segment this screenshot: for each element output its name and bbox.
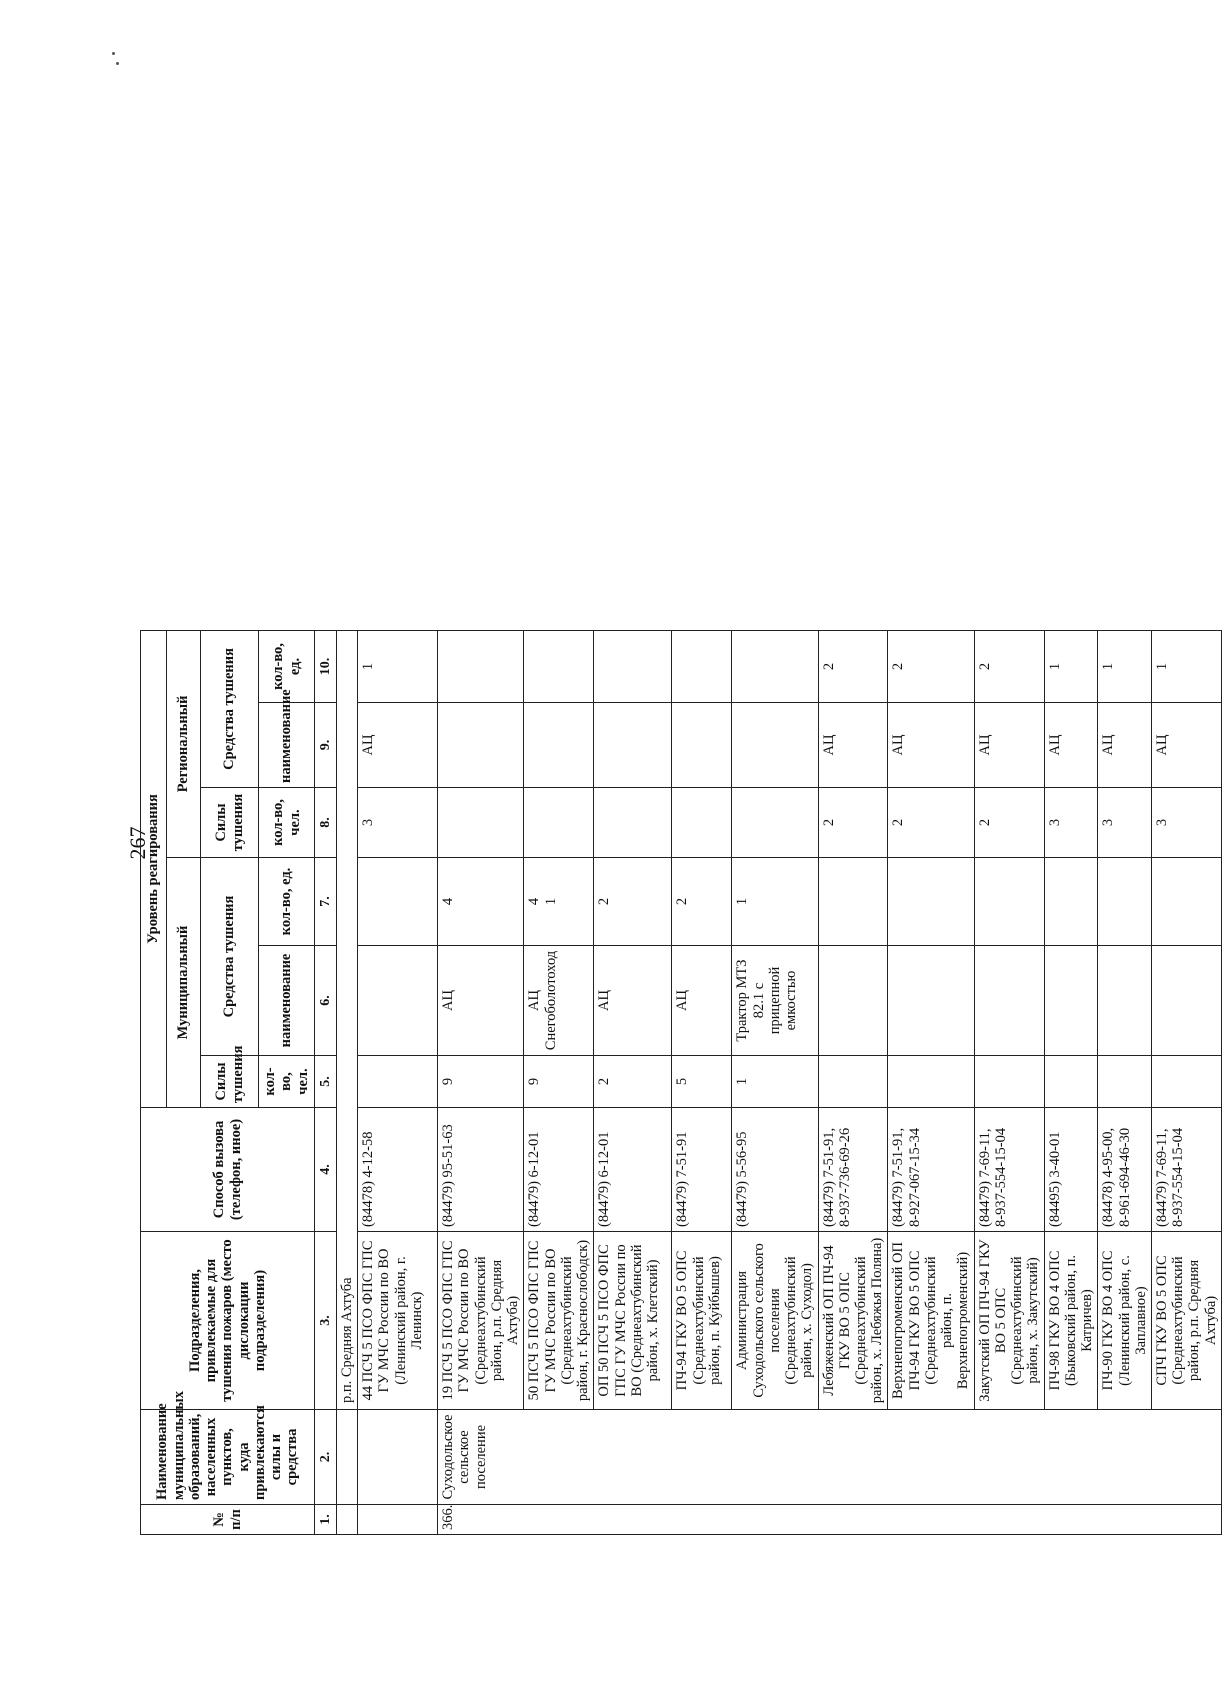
scan-speck: [116, 62, 119, 65]
cell-m-qty: 4 1: [524, 858, 594, 946]
blank-margin-cell: [141, 29, 337, 630]
cell-phone: (84479) 7-69-11, 8-937-554-15-04: [974, 1108, 1044, 1232]
cell-phone: (84479) 7-51-91, 8-937-736-69-26: [818, 1108, 888, 1232]
cell-unit: ПЧ-98 ГКУ ВО 4 ОПС (Быковский район, п. Катричев): [1044, 1232, 1098, 1410]
band-spacer: [337, 1505, 358, 1535]
cell-phone: (84495) 3-40-01: [1044, 1108, 1098, 1232]
header-call-method: Способ вызова (телефон, иное): [141, 1108, 315, 1232]
table-row: [974, 29, 1044, 1534]
cell-m-people: [1151, 1056, 1221, 1108]
cell-m-people: [818, 1056, 888, 1108]
cell-r-qty: 1: [358, 630, 438, 702]
cell-r-people: 2: [888, 788, 974, 858]
cell-r-people: [524, 788, 594, 858]
cell-municipality: [358, 1410, 438, 1505]
cell-m-name: [1151, 946, 1221, 1056]
table-row: [358, 29, 438, 1534]
header-qty-units: кол-во, ед.: [259, 858, 315, 946]
cell-no: [358, 1505, 438, 1535]
column-number: 5.: [315, 1056, 337, 1108]
cell-r-name: [438, 703, 524, 788]
cell-r-qty: 2: [888, 630, 974, 702]
cell-m-people: [358, 1056, 438, 1108]
table-row: [594, 29, 672, 1534]
cell-unit: ОП 50 ПСЧ 5 ПСО ФПС ГПС ГУ МЧС России по ВО (Среднеахтубинский район, х. Клетский): [594, 1232, 672, 1410]
cell-phone: (84479) 7-51-91: [672, 1108, 732, 1232]
cell-unit: ПЧ-94 ГКУ ВО 5 ОПС (Среднеахтубинский район, п. Куйбышев): [672, 1232, 732, 1410]
table-row: [888, 29, 974, 1534]
cell-m-name: АЦ: [594, 946, 672, 1056]
cell-phone: (84478) 4-12-58: [358, 1108, 438, 1232]
cell-m-qty: [1151, 858, 1221, 946]
cell-r-name: [672, 703, 732, 788]
cell-r-people: 3: [1044, 788, 1098, 858]
cell-m-qty: 2: [594, 858, 672, 946]
column-number: 2.: [315, 1410, 337, 1505]
cell-r-name: [524, 703, 594, 788]
cell-m-name: [818, 946, 888, 1056]
cell-unit: 50 ПСЧ 5 ПСО ФПС ГПС ГУ МЧС России по ВО (Среднеахтубинский район, г. Краснослободск): [524, 1232, 594, 1410]
header-regional: Региональный: [167, 630, 201, 857]
cell-r-name: АЦ: [888, 703, 974, 788]
cell-no: 366.: [438, 1505, 1222, 1535]
table-row: [524, 29, 594, 1534]
table-row: [672, 29, 732, 1534]
cell-m-people: [1098, 1056, 1152, 1108]
cell-r-people: [672, 788, 732, 858]
cell-phone: (84478) 4-95-00, 8-961-694-46-30: [1098, 1108, 1152, 1232]
column-number: 7.: [315, 858, 337, 946]
header-number: № п/п: [141, 1505, 315, 1535]
cell-phone: (84479) 7-51-91, 8-927-067-15-34: [888, 1108, 974, 1232]
cell-r-qty: 1: [1151, 630, 1221, 702]
header-means-municipal: Средства тушения: [201, 858, 259, 1056]
table-row: [1151, 29, 1221, 1534]
cell-m-qty: [358, 858, 438, 946]
header-name: наименование: [259, 946, 315, 1056]
band-spacer: [337, 1410, 358, 1505]
cell-unit: Закутский ОП ПЧ-94 ГКУ ВО 5 ОПС (Среднеахтубинский район, х. Закутский): [974, 1232, 1044, 1410]
cell-r-name: АЦ: [1151, 703, 1221, 788]
cell-r-qty: [594, 630, 672, 702]
header-unit: Подразделения, привлекаемые для тушения пожаров (место дислокации подразделения): [141, 1232, 315, 1410]
table-row: [1098, 29, 1152, 1534]
table-row: [1044, 29, 1098, 1534]
cell-m-qty: [974, 858, 1044, 946]
cell-r-name: [732, 703, 818, 788]
cell-r-name: АЦ: [818, 703, 888, 788]
cell-phone: (84479) 95-51-63: [438, 1108, 524, 1232]
cell-r-qty: 2: [974, 630, 1044, 702]
cell-m-qty: 1: [732, 858, 818, 946]
header-name: наименование: [259, 703, 315, 788]
cell-m-name: [1044, 946, 1098, 1056]
header-forces-regional: Силы тушения: [201, 788, 259, 858]
header-municipal: Муниципальный: [167, 858, 201, 1108]
rotated-table-wrapper: [140, 30, 1219, 1535]
cell-m-qty: [1098, 858, 1152, 946]
response-table: [140, 29, 1222, 1535]
cell-unit: 19 ПСЧ 5 ПСО ФПС ГПС ГУ МЧС России по ВО (Среднеахтубинский район, р.п. Средняя Ахтуба): [438, 1232, 524, 1410]
cell-unit: Администрация Суходольского сельского поселения (Среднеахтубинский район, х. Суходол): [732, 1232, 818, 1410]
cell-m-qty: 4: [438, 858, 524, 946]
cell-m-name: [1098, 946, 1152, 1056]
cell-phone: (84479) 6-12-01: [524, 1108, 594, 1232]
column-number: 3.: [315, 1232, 337, 1410]
table-row: [732, 29, 818, 1534]
column-number: 1.: [315, 1505, 337, 1535]
cell-m-people: [1044, 1056, 1098, 1108]
cell-m-people: 9: [438, 1056, 524, 1108]
cell-r-people: 3: [1151, 788, 1221, 858]
cell-r-qty: [524, 630, 594, 702]
cell-r-qty: 1: [1098, 630, 1152, 702]
cell-r-name: [594, 703, 672, 788]
cell-r-people: 2: [818, 788, 888, 858]
cell-r-name: АЦ: [358, 703, 438, 788]
header-response-level: Уровень реагирования: [141, 630, 167, 1107]
cell-m-people: 1: [732, 1056, 818, 1108]
page-number: 267: [125, 826, 150, 860]
cell-m-name: [974, 946, 1044, 1056]
cell-m-qty: 2: [672, 858, 732, 946]
header-municipality: Наименование муниципальных образований, населенных пунктов, куда привлекаются силы и средства: [141, 1410, 315, 1505]
cell-r-people: [438, 788, 524, 858]
cell-r-name: АЦ: [974, 703, 1044, 788]
cell-phone: (84479) 6-12-01: [594, 1108, 672, 1232]
header-qty-people: кол-во, чел.: [259, 788, 315, 858]
column-number: 4.: [315, 1108, 337, 1232]
scan-speck: [112, 52, 115, 55]
column-number: 6.: [315, 946, 337, 1056]
cell-m-name: Трактор МТЗ 82.1 с прицепной емкостью: [732, 946, 818, 1056]
cell-m-people: [888, 1056, 974, 1108]
header-qty-people: кол-во, чел.: [259, 1056, 315, 1108]
cell-m-people: 5: [672, 1056, 732, 1108]
cell-m-qty: [888, 858, 974, 946]
cell-r-people: 2: [974, 788, 1044, 858]
cell-phone: (84479) 5-56-95: [732, 1108, 818, 1232]
cell-unit: Верхнепогроменский ОП ПЧ-94 ГКУ ВО 5 ОПС (Среднеахтубинский район, п. Верхнепогроменский): [888, 1232, 974, 1410]
cell-m-people: 2: [594, 1056, 672, 1108]
settlement-band-label: р.п. Средняя Ахтуба: [339, 1277, 355, 1403]
cell-r-name: АЦ: [1098, 703, 1152, 788]
settlement-band: [337, 630, 358, 1409]
cell-m-people: [974, 1056, 1044, 1108]
cell-m-name: [358, 946, 438, 1056]
cell-unit: СПЧ ГКУ ВО 5 ОПС (Среднеахтубинский район, р.п. Средняя Ахтуба): [1151, 1232, 1221, 1410]
cell-m-name: АЦ Снегоболотоход: [524, 946, 594, 1056]
cell-m-qty: [1044, 858, 1098, 946]
cell-unit: 44 ПСЧ 5 ПСО ФПС ГПС ГУ МЧС России по ВО (Ленинский район, г. Ленинск): [358, 1232, 438, 1410]
cell-m-name: [888, 946, 974, 1056]
cell-r-qty: 1: [1044, 630, 1098, 702]
cell-unit: ПЧ-90 ГКУ ВО 4 ОПС (Ленинский район, с. Заплавное): [1098, 1232, 1152, 1410]
cell-m-qty: [818, 858, 888, 946]
column-number: 8.: [315, 788, 337, 858]
header-forces-municipal: Силы тушения: [201, 1056, 259, 1108]
cell-m-people: 9: [524, 1056, 594, 1108]
header-means-regional: Средства тушения: [201, 630, 259, 787]
cell-r-people: [732, 788, 818, 858]
cell-m-name: АЦ: [438, 946, 524, 1056]
column-number: 10.: [315, 630, 337, 702]
table-row: [438, 29, 524, 1534]
cell-r-qty: [672, 630, 732, 702]
cell-unit: Лебяженский ОП ПЧ-94 ГКУ ВО 5 ОПС (Среднеахтубинский район, х. Лебяжья Поляна): [818, 1232, 888, 1410]
cell-r-people: [594, 788, 672, 858]
cell-r-qty: [438, 630, 524, 702]
cell-r-people: 3: [1098, 788, 1152, 858]
cell-phone: (84479) 7-69-11, 8-937-554-15-04: [1151, 1108, 1221, 1232]
cell-r-qty: 2: [818, 630, 888, 702]
column-number: 9.: [315, 703, 337, 788]
cell-r-name: АЦ: [1044, 703, 1098, 788]
table-row: [818, 29, 888, 1534]
cell-municipality: Суходольское сельское поселение: [438, 1410, 1222, 1505]
cell-m-name: АЦ: [672, 946, 732, 1056]
cell-r-people: 3: [358, 788, 438, 858]
header-qty-units: кол-во, ед.: [259, 630, 315, 702]
cell-r-qty: [732, 630, 818, 702]
